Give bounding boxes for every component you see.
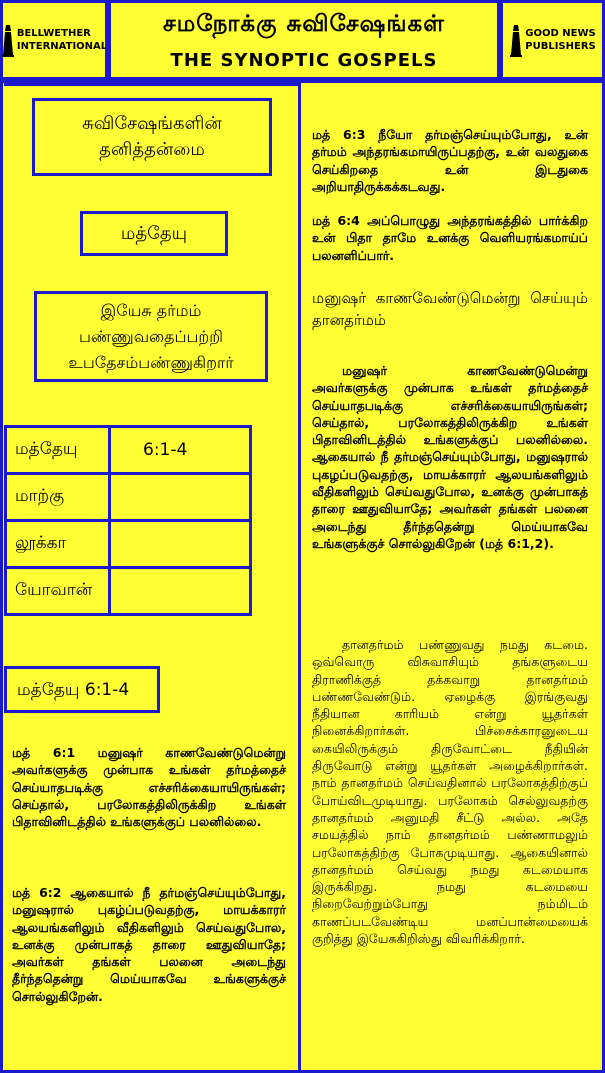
header-divider [4,80,300,86]
book-cell: மத்தேயு [6,427,110,474]
page-header [108,0,500,80]
title-tamil: சமநோக்கு சுவிசேஷங்கள் [163,11,445,37]
book-cell: மாற்கு [6,474,110,521]
right-logo-line2: PUBLISHERS [525,41,596,52]
bellwether-logo [0,0,108,80]
table-row [6,474,251,521]
topic-box: இயேசு தர்மம் பண்ணுவதைப்பற்றி உபதேசம்பண்ணுகிறார் [34,291,268,382]
ref-cell [110,474,251,521]
left-logo-line1: BELLWETHER [16,28,91,39]
table-row [6,568,251,615]
passage-label-box: மத்தேயு 6:1-4 [4,666,160,713]
left-logo-line2: INTERNATIONAL [16,41,108,52]
commentary-paragraph-2: தானதர்மம் பண்ணுவது நமது கடமை. ஒவ்வொரு விசுவாசியும் தங்களுடைய திராணிக்குத் தக்கவாறு தானதர்மம் பண்ணவேண்டும். ஏழைக்கு இரங்குவது நீதியான காரியம் என்று யூதர்கள் நினைக்கிறார்கள். பிச்சைக்காரனுடைய கையிலிருக்கும் திருவோட்டை நீதியின் திருவோடு என்று யூதர்கள் அழைக்கிறார்கள். நாம் தானதர்மம் செய்வதினால் பரலோகத்திற்குப் போய்விடமுடியாது. பரலோகம் செல்லுவதற்கு தானதர்மம் அனுமதி சீட்டு அல்ல. அதே சமயத்தில் நாம் தானதர்மம் பண்ணாமலும் பரலோகத்திற்கு போகமுடியாது. ஆகையினால் தானதர்மம் செய்வது நமது கடமையாக இருக்கிறது. நமது கடமையை நிறைவேற்றும்போது நம்மிடம் காணப்படவேண்டிய மனப்பான்மையைக் குறித்து இயேசுகிறிஸ்து விவரிக்கிறார். [312,637,588,947]
verse-6-1: மத் 6:1 மனுஷர் காணவேண்டுமென்று அவர்களுக்கு முன்பாக உங்கள் தர்மத்தைச் செய்யாதபடிக்கு எச்சரிக்கையாயிருங்கள்; செய்தால், பரலோகத்திலிருக்கிற உங்கள் பிதாவினிடத்தில் உங்களுக்குப் பலனில்லை. [12,745,286,830]
ref-cell [110,568,251,615]
section-heading: மனுஷர் காணவேண்டுமென்று செய்யும் தானதர்மம் [312,289,588,329]
ref-cell [110,521,251,568]
title-english: THE SYNOPTIC GOSPELS [170,50,438,71]
table-row [6,427,251,474]
good-news-logo [500,0,605,80]
right-logo-line1: GOOD NEWS [525,28,596,39]
lighthouse-icon [1,23,15,57]
ref-cell: 6:1-4 [110,427,251,474]
reference-table [4,425,252,616]
uniqueness-box: சுவிசேஷங்களின் தனித்தன்மை [32,98,272,176]
table-row [6,521,251,568]
verse-6-2: மத் 6:2 ஆகையால் நீ தர்மஞ்செய்யும்போது, மனுஷரால் புகழ்ப்படுவதற்கு, மாயக்காரர் ஆலயங்களிலும் வீதிகளிலும் செய்வதுபோல, உனக்கு முன்பாகத் தாரை ஊதுவியாதே; அவர்கள் தங்கள் பலனை அடைந்து தீர்ந்ததென்று மெய்யாகவே உங்களுக்குச் சொல்லுகிறேன். [12,885,286,1004]
book-cell: லூக்கா [6,521,110,568]
commentary-paragraph-1: மனுஷர் காணவேண்டுமென்று அவர்களுக்கு முன்பாக உங்கள் தர்மத்தைச் செய்யாதபடிக்கு எச்சரிக்கையாயிருங்கள்; செய்தால், பரலோகத்திலிருக்கிற உங்கள் பிதாவினிடத்தில் உங்களுக்குப் பலனில்லை. ஆகையால் நீ தர்மஞ்செய்யும்போது, மனுஷரால் புகழப்படுவதற்கு, மாயக்காரர் ஆலயங்களிலும் வீதிகளிலும் செய்வதுபோல, உனக்கு முன்பாகத் தாரை ஊதுவியாதே; அவர்கள் தங்கள் பலனை அடைந்து தீர்ந்ததென்று மெய்யாகவே உங்களுக்குச் சொல்லுகிறேன் (மத் 6:1,2). [312,363,588,551]
book-cell: யோவான் [6,568,110,615]
verse-6-4: மத் 6:4 அப்பொழுது அந்தரங்கத்தில் பார்க்கிற உன் பிதா தாமே உனக்கு வெளியரங்கமாய்ப் பலனளிப்பார். [312,213,588,263]
verse-6-3: மத் 6:3 நீயோ தர்மஞ்செய்யும்போது, உன் தர்மம் அந்தரங்கமாயிருப்பதற்கு, உன் வலதுகை செய்கிறதை உன் இடதுகை அறியாதிருக்கக்கடவது. [312,127,588,194]
lighthouse-icon [509,23,523,57]
gospel-name-box: மத்தேயு [80,211,228,256]
